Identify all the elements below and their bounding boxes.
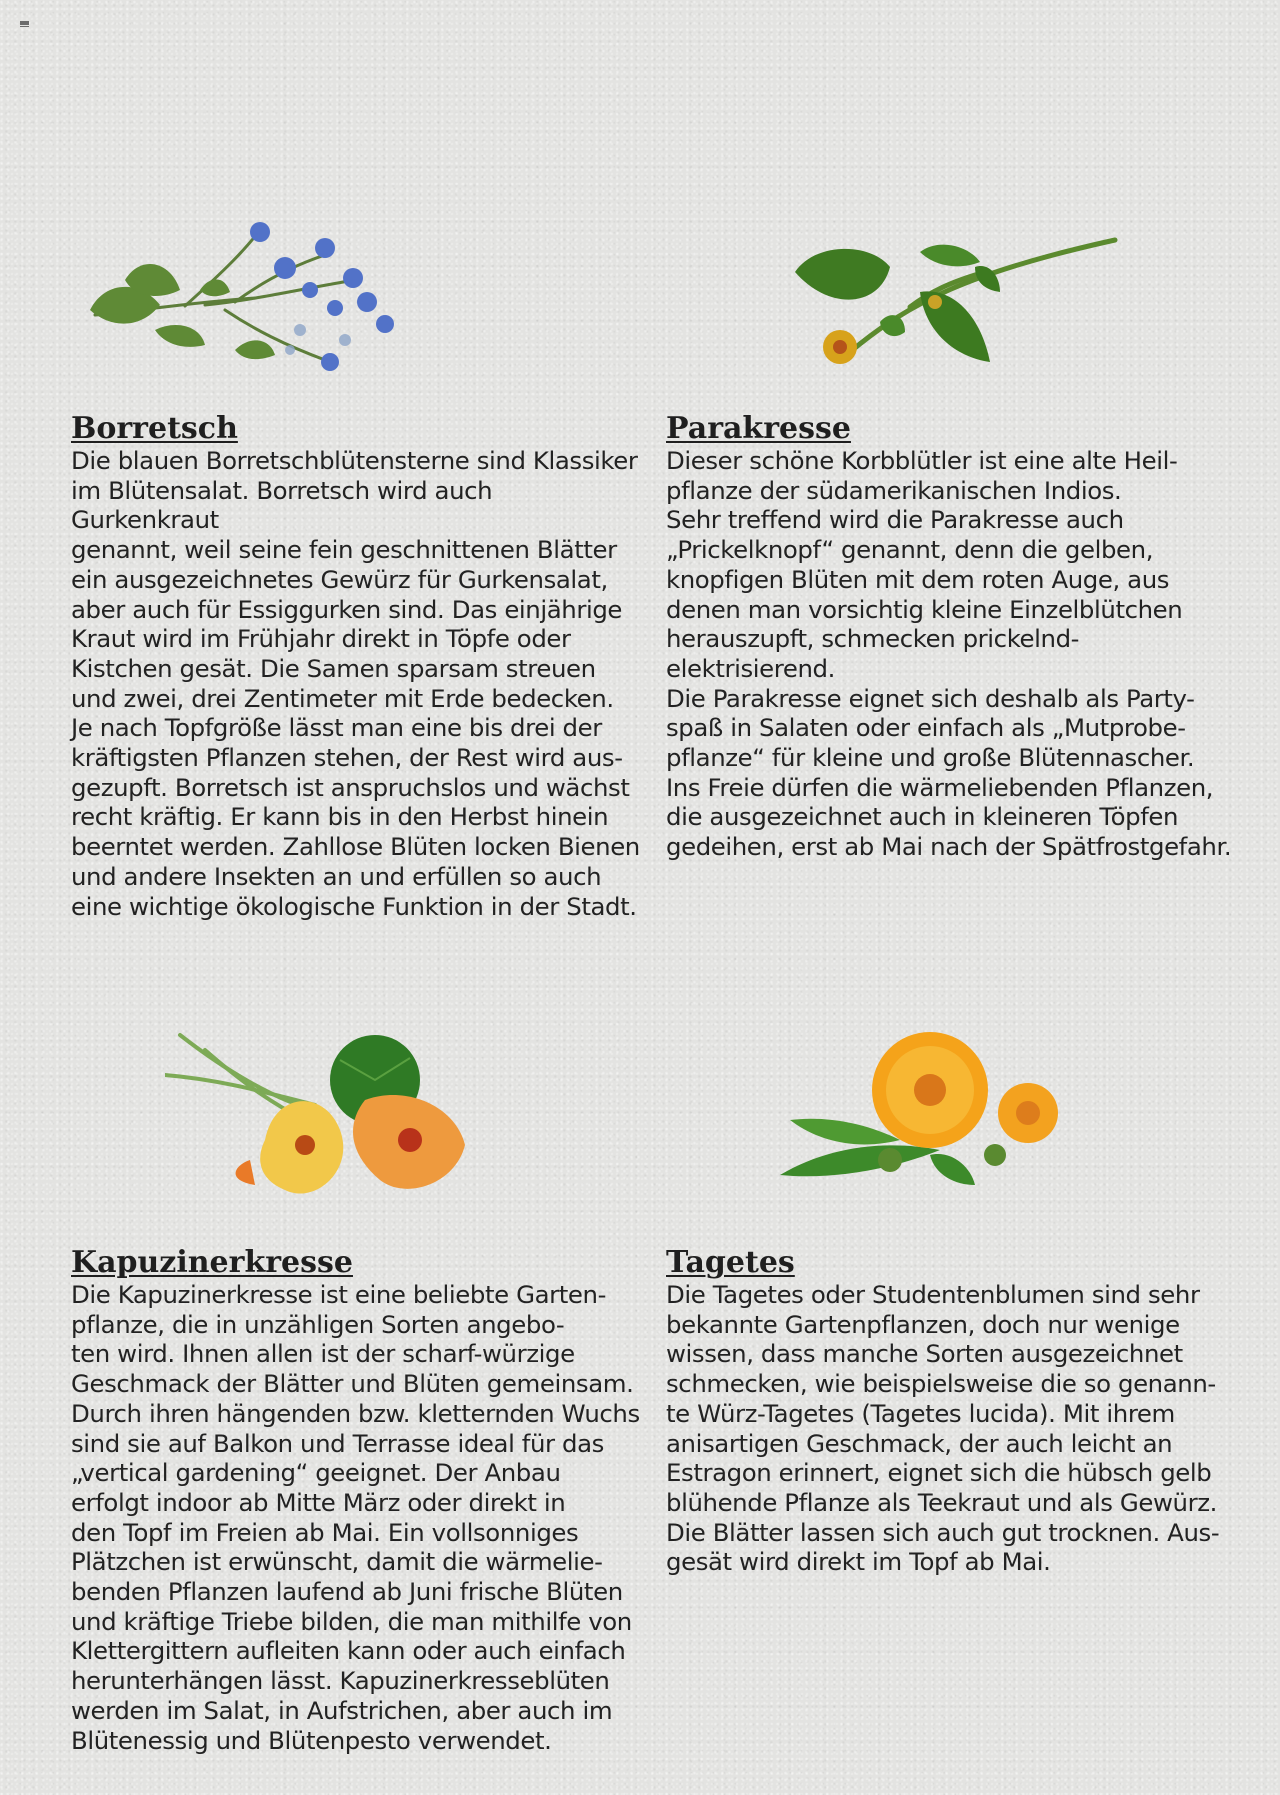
article-title: Tagetes: [666, 1245, 795, 1280]
article-title: Kapuzinerkresse: [71, 1245, 353, 1280]
nasturtium-flowers-image: [165, 1030, 485, 1210]
article-tagetes: [666, 1246, 1236, 1577]
article-body: Die blauen Borretschblütensterne sind Klassiker im Blütensalat. Borretsch wird auch Gurkenkraut genannt, weil seine fein geschnittenen Blätter ein ausgezeichnetes Gewürz für Gurkensalat, aber auch für Essiggurken sind. Das einjährige Kraut wird im Frühjahr direkt in Töpfe oder Kistchen gesät. Die Samen sparsam streuen und zwei, drei Zentimeter mit Erde bedecken. Je nach Topfgröße lässt man eine bis drei der kräftigsten Pflanzen stehen, der Rest wird aus- gezupft. Borretsch ist anspruchslos und wächst recht kräftig. Er kann bis in den Herbst hinein beerntet werden. Zahllose Blüten locken Bienen und andere Insekten an und erfüllen so auch eine wichtige ökologische Funktion in der Stadt.: [71, 446, 640, 921]
marigold-flowers-image: [770, 1025, 1070, 1200]
article-body: Die Tagetes oder Studentenblumen sind sehr bekannte Gartenpflanzen, doch nur wenige wissen, dass manche Sorten ausgezeichnet schmecken, wie beispielsweise die so genann- te Würz-Tagetes (Tagetes lucida). Mit ihrem anisartigen Geschmack, der auch leicht an Estragon erinnert, eignet sich die hübsch gelb blühende Pflanze als Teekraut und als Gewürz. Die Blätter lassen sich auch gut trocknen. Aus- gesät wird direkt im Topf ab Mai.: [666, 1280, 1220, 1577]
paracress-plant-image: [790, 232, 1120, 392]
article-body: Dieser schöne Korbblütler ist eine alte Heil- pflanze der südamerikanischen Indios. Sehr treffend wird die Parakresse auch „Prickelknopf“ genannt, denn die gelben, knopfigen Blüten mit dem roten Auge, aus denen man vorsichtig kleine Einzelblütchen herauszupft, schmecken prickelnd-elektrisierend. Die Parakresse eignet sich deshalb als Party- spaß in Salaten oder einfach als „Mutprobe- pflanze“ für kleine und große Blütennascher. Ins Freie dürfen die wärmeliebenden Pflanzen, die ausgezeichnet auch in kleineren Töpfen gedeihen, erst ab Mai nach der Spätfrostgefahr.: [666, 446, 1232, 862]
menu-icon[interactable]: [20, 21, 29, 27]
article-borretsch: [71, 412, 641, 921]
article-body: Die Kapuzinerkresse ist eine beliebte Garten- pflanze, die in unzähligen Sorten angebo- ten wird. Ihnen allen ist der scharf-würzige Geschmack der Blätter und Blüten gemeinsam. Durch ihren hängenden bzw. kletternden Wuchs sind sie auf Balkon und Terrasse ideal für das „vertical gardening“ geeignet. Der Anbau erfolgt indoor ab Mitte März oder direkt in den Topf im Freien ab Mai. Ein vollsonniges Plätzchen ist erwünscht, damit die wärmelie- benden Pflanzen laufend ab Juni frische Blüten und kräftige Triebe bilden, die man mithilfe von Klettergittern aufleiten kann oder auch einfach herunterhängen lässt. Kapuzinerkresseblüten werden im Salat, in Aufstrichen, aber auch im Blütenessig und Blütenpesto verwendet.: [71, 1280, 640, 1755]
borage-plant-image: [85, 210, 425, 410]
article-kapuzinerkresse: [71, 1246, 641, 1755]
article-title: Borretsch: [71, 411, 238, 446]
article-title: Parakresse: [666, 411, 851, 446]
article-parakresse: [666, 412, 1236, 862]
